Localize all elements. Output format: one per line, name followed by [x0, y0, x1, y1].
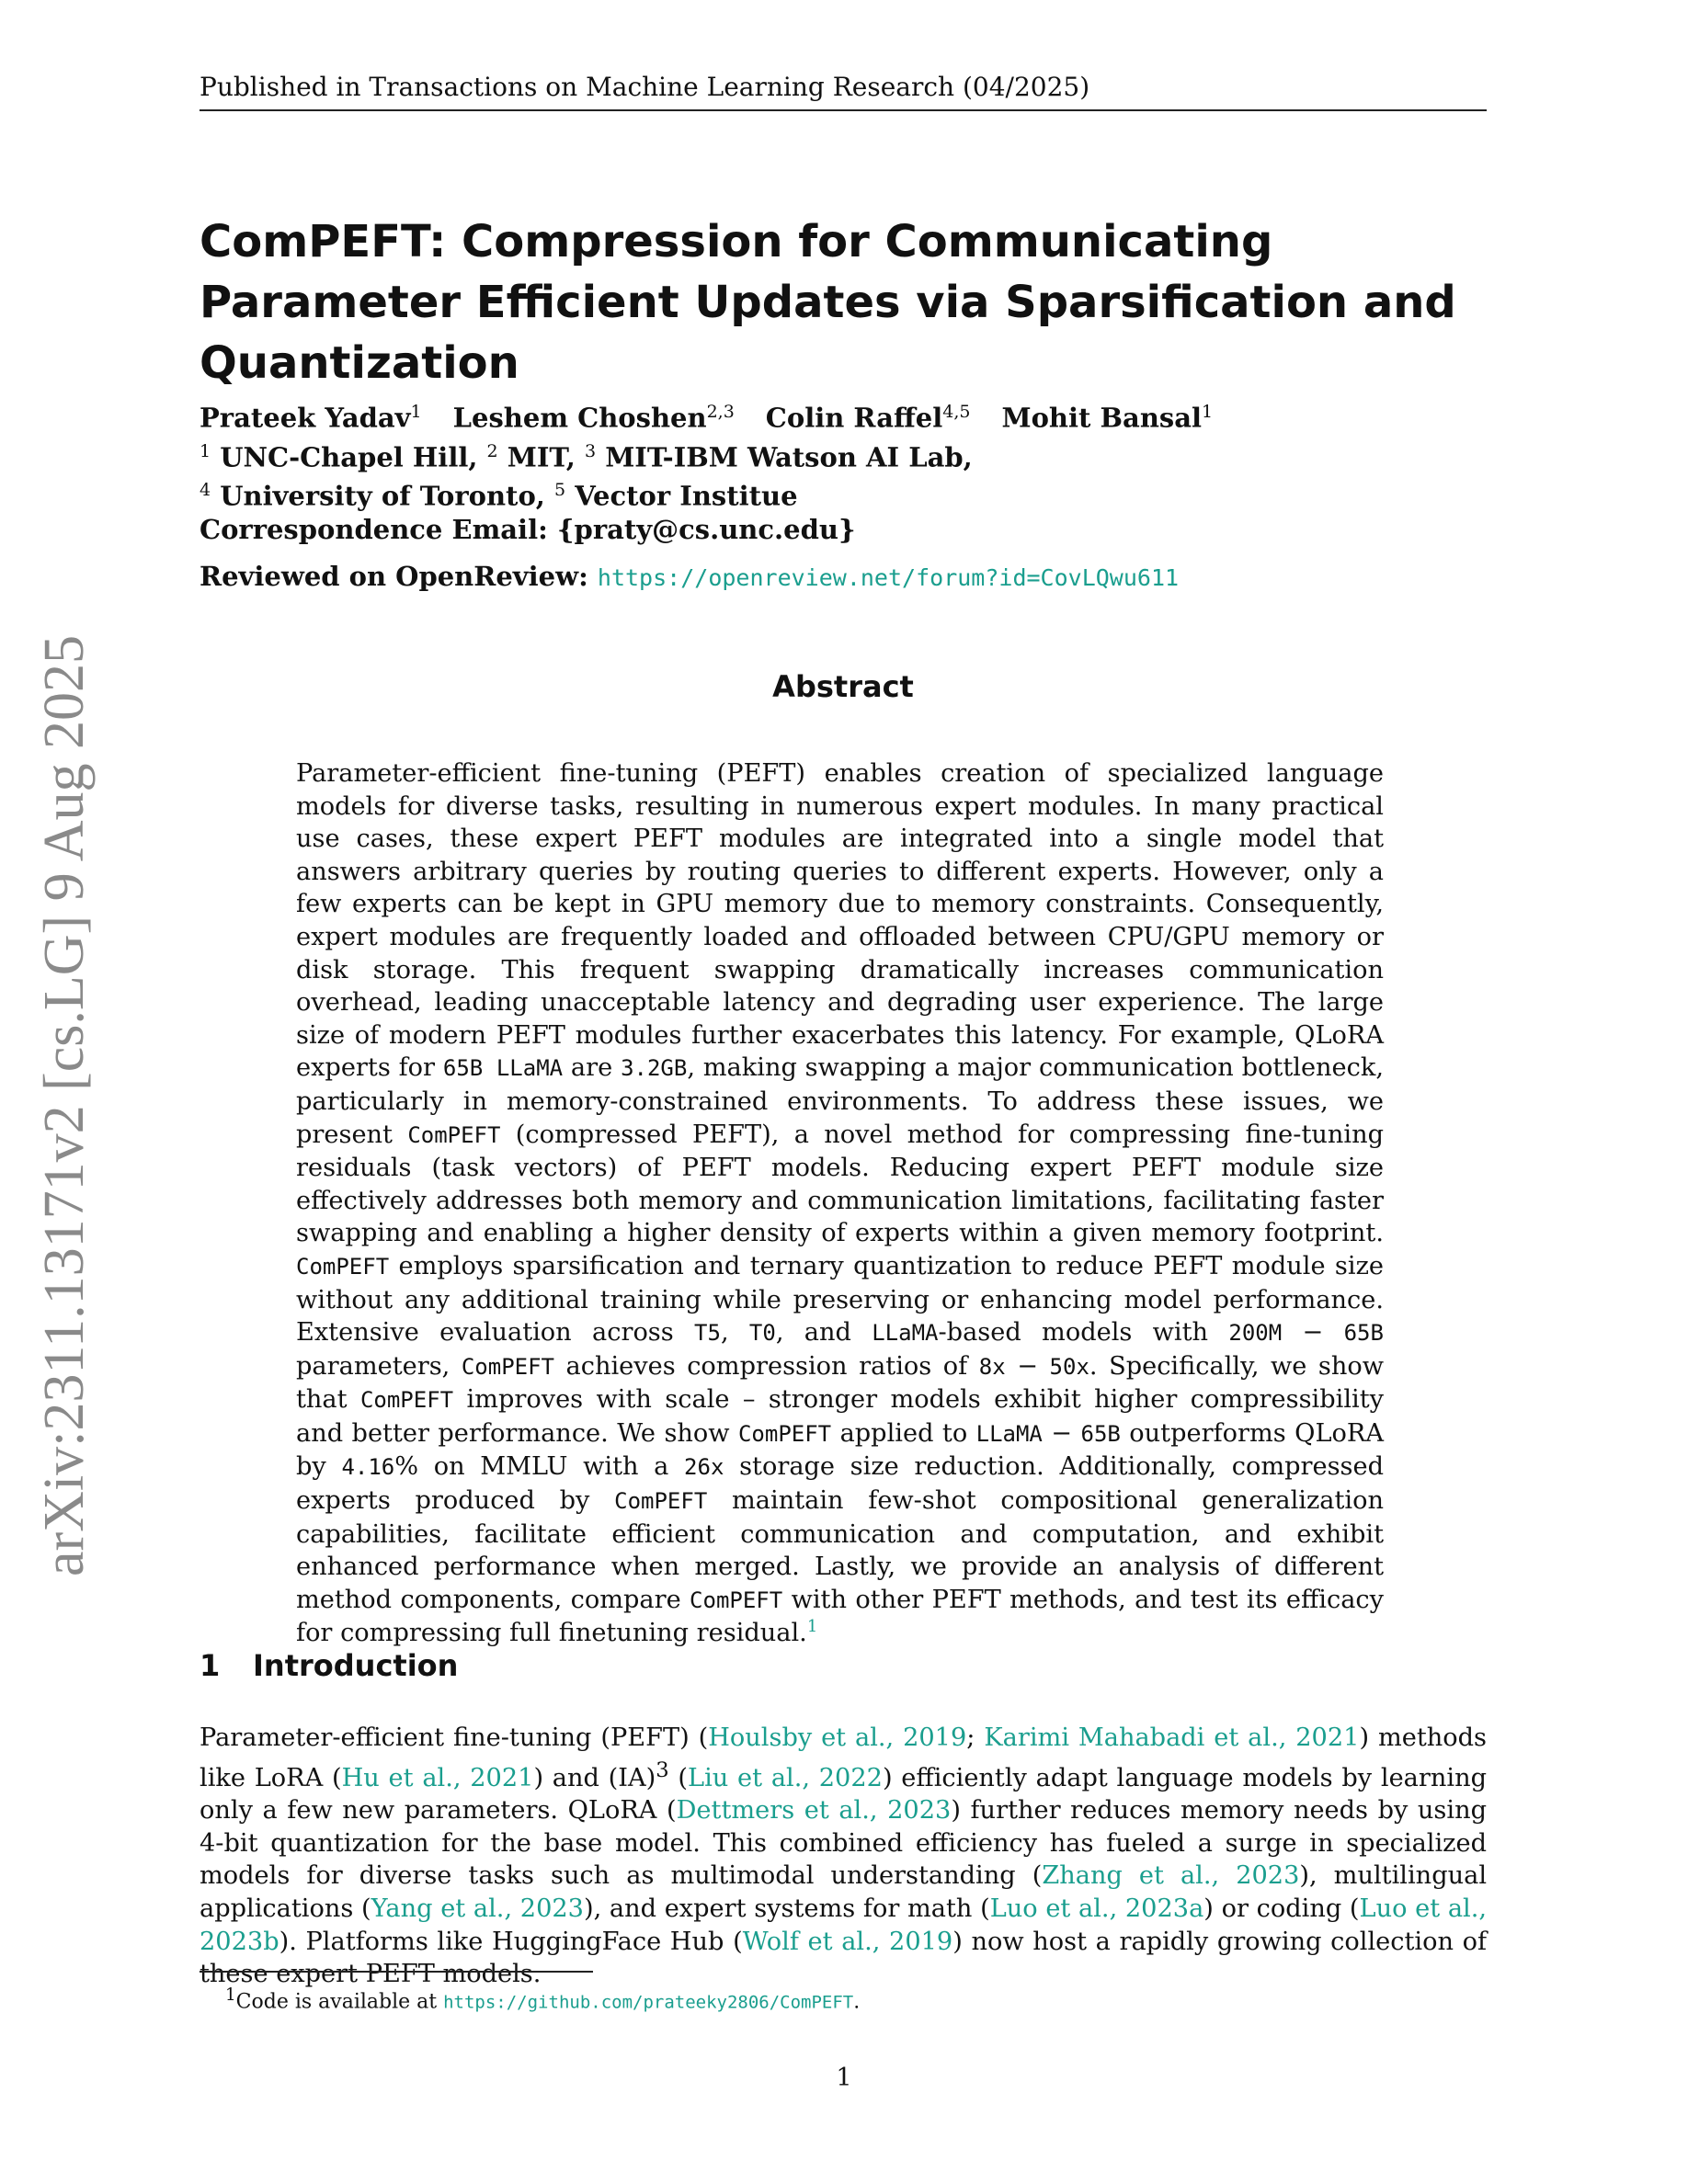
section-title: Introduction: [253, 1648, 459, 1683]
citation-link[interactable]: Zhang et al., 2023: [1042, 1861, 1300, 1891]
code-term: ComPEFT: [359, 1387, 454, 1414]
code-term: LLaMA: [975, 1420, 1043, 1447]
abstract-heading: Abstract: [772, 669, 914, 704]
author-name: Mohit Bansal$^1$: [1001, 402, 1214, 434]
code-term: ComPEFT: [690, 1587, 783, 1613]
code-term: ComPEFT: [407, 1121, 501, 1148]
affiliation-mark: 1: [200, 440, 211, 461]
code-term: 200M: [1228, 1320, 1283, 1347]
citation-link[interactable]: Wolf et al., 2019: [742, 1927, 953, 1956]
affiliation-name: UNC-Chapel Hill,: [211, 441, 487, 473]
affiliation-name: MIT-IBM Watson AI Lab,: [596, 441, 973, 473]
footnote: [225, 1985, 860, 2013]
affiliations-line-2: [200, 473, 1395, 513]
code-term: ComPEFT: [614, 1488, 708, 1515]
affiliation-mark: 3: [585, 440, 597, 461]
affiliation-name: MIT,: [497, 441, 585, 473]
author-affiliation-mark: 2,3: [706, 402, 735, 422]
affiliation-name: University of Toronto,: [211, 480, 554, 512]
openreview-link[interactable]: https://openreview.net/forum?id=CovLQwu611: [597, 564, 1180, 591]
code-term: 65B: [1343, 1320, 1384, 1347]
paper-title: ComPEFT: Compression for Communicating Parameter Efficient Updates via Sparsification and Quantization: [200, 216, 1456, 389]
code-term: 50x: [1049, 1353, 1089, 1380]
page-number: 1: [836, 2064, 852, 2092]
footnote-mark: 1: [225, 1985, 236, 2005]
code-term: 65B LLaMA: [442, 1055, 564, 1082]
footnote-ref[interactable]: 1: [806, 1617, 818, 1637]
section-number: 1: [200, 1648, 221, 1683]
citation-link[interactable]: Yang et al., 2023: [371, 1894, 584, 1924]
code-term: 26x: [684, 1454, 724, 1481]
code-link[interactable]: https://github.com/prateeky2806/ComPEFT: [443, 1992, 854, 2013]
citation-link[interactable]: Liu et al., 2022: [688, 1763, 883, 1792]
code-term: LLaMA: [872, 1320, 939, 1347]
section-heading: [200, 1648, 458, 1683]
affiliation-name: Vector Institue: [565, 480, 798, 512]
citation-link[interactable]: Houlsby et al., 2019: [708, 1723, 967, 1752]
author-list: [200, 395, 1395, 435]
code-term: T5: [694, 1320, 721, 1347]
citation-link[interactable]: Luo et al., 2023a: [989, 1894, 1204, 1924]
author-name: Colin Raffel$^{4,5}$: [765, 402, 971, 434]
review-label: Reviewed on OpenReview:: [200, 561, 588, 592]
code-term: 65B: [1080, 1420, 1121, 1447]
citation-link[interactable]: Karimi Mahabadi et al., 2021: [984, 1723, 1360, 1752]
author-affiliation-mark: 1: [410, 402, 422, 422]
code-term: 4.16: [341, 1454, 395, 1481]
author-block: [200, 395, 1395, 546]
arxiv-stamp: arXiv:2311.13171v2 [cs.LG] 9 Aug 2025: [33, 634, 96, 1576]
review-line: [200, 561, 1179, 592]
author-affiliation-mark: 4,5: [942, 402, 971, 422]
author-name: Leshem Choshen$^{2,3}$: [452, 402, 735, 434]
affiliations-line-1: [200, 435, 1395, 474]
correspondence: Correspondence Email: {praty@cs.unc.edu}: [200, 513, 856, 545]
author-affiliation-mark: 1: [1202, 402, 1214, 422]
affiliation-mark: 2: [486, 440, 498, 461]
intro-paragraph: Parameter-efficient fine-tuning (PEFT) (Houlsby et al., 2019; Karimi Mahabadi et al., 2021) methods like LoRA (Hu et al., 2021) and (IA)$^3$ (Liu et al., 2022) efficiently adapt language models by learning only a few new parameters. QLoRA (Dettmers et al., 2023) further reduces memory needs by using 4-bit quantization for the base model. This combined efficiency has fueled a surge in specialized models for diverse tasks such as multimodal understanding (Zhang et al., 2023), multilingual applications (Yang et al., 2023), and expert systems for math (Luo et al., 2023a) or coding (Luo et al., 2023b). Platforms like HuggingFace Hub (Wolf et al., 2019) now host a rapidly growing collection of these expert PEFT models.: [200, 1723, 1488, 1989]
citation-link[interactable]: Hu et al., 2021: [341, 1763, 534, 1792]
footnote-text: Code is available at: [235, 1990, 444, 2014]
code-term: T0: [748, 1320, 776, 1347]
journal-header: Published in Transactions on Machine Learning Research (04/2025): [200, 72, 1487, 111]
code-term: ComPEFT: [737, 1420, 832, 1447]
affiliation-mark: 4: [200, 480, 211, 501]
code-term: ComPEFT: [296, 1253, 390, 1280]
abstract-body: Parameter-efficient fine-tuning (PEFT) enables creation of specialized language models for diverse tasks, resulting in numerous expert modules. In many practical use cases, these expert PEFT modules are integrated into a single model that answers arbitrary queries by routing queries to different experts. However, only a few experts can be kept in GPU memory due to memory constraints. Consequently, expert modules are frequently loaded and offloaded between CPU/GPU memory or disk storage. This frequent swapping dramatically increases communication overhead, leading unacceptable latency and degrading user experience. The large size of modern PEFT modules further exacerbates this latency. For example, QLoRA experts for 65B LLaMA are 3.2GB, making swapping a major communication bottleneck, particularly in memory-constrained environments. To address these issues, we present ComPEFT (compressed PEFT), a novel method for compressing fine-tuning residuals (task vectors) of PEFT models. Reducing expert PEFT module size effectively addresses both memory and communication limitations, facilitating faster swapping and enabling a higher density of experts within a given memory footprint. ComPEFT employs sparsification and ternary quantization to reduce PEFT module size without any additional training while preserving or enhancing model performance. Extensive evaluation across T5, T0, and LLaMA-based models with 200M − 65B parameters, ComPEFT achieves compression ratios of 8x − 50x. Specifically, we show that ComPEFT improves with scale – stronger models exhibit higher compressibility and better performance. We show ComPEFT applied to LLaMA − 65B outperforms QLoRA by 4.16% on MMLU with a 26x storage size reduction. Additionally, compressed experts produced by ComPEFT maintain few-shot compositional generalization capabilities, facilitate efficient communication and computation, and exhibit enhanced performance when merged. Lastly, we provide an analysis of different method components, compare ComPEFT with other PEFT methods, and test its efficacy for compressing full finetuning residual.$^1$: [296, 759, 1385, 1648]
footnote-rule: [200, 1971, 593, 1973]
superscript: 3: [656, 1757, 669, 1782]
affiliation-mark: 5: [554, 480, 566, 501]
citation-link[interactable]: Luo et al., 2023b: [200, 1894, 1488, 1956]
code-term: ComPEFT: [461, 1353, 554, 1380]
code-term: 3.2GB: [621, 1055, 688, 1082]
author-name: Prateek Yadav$^1$: [200, 402, 422, 434]
footnote-end: .: [853, 1990, 861, 2014]
code-term: 8x: [978, 1353, 1006, 1380]
citation-link[interactable]: Dettmers et al., 2023: [676, 1796, 952, 1826]
